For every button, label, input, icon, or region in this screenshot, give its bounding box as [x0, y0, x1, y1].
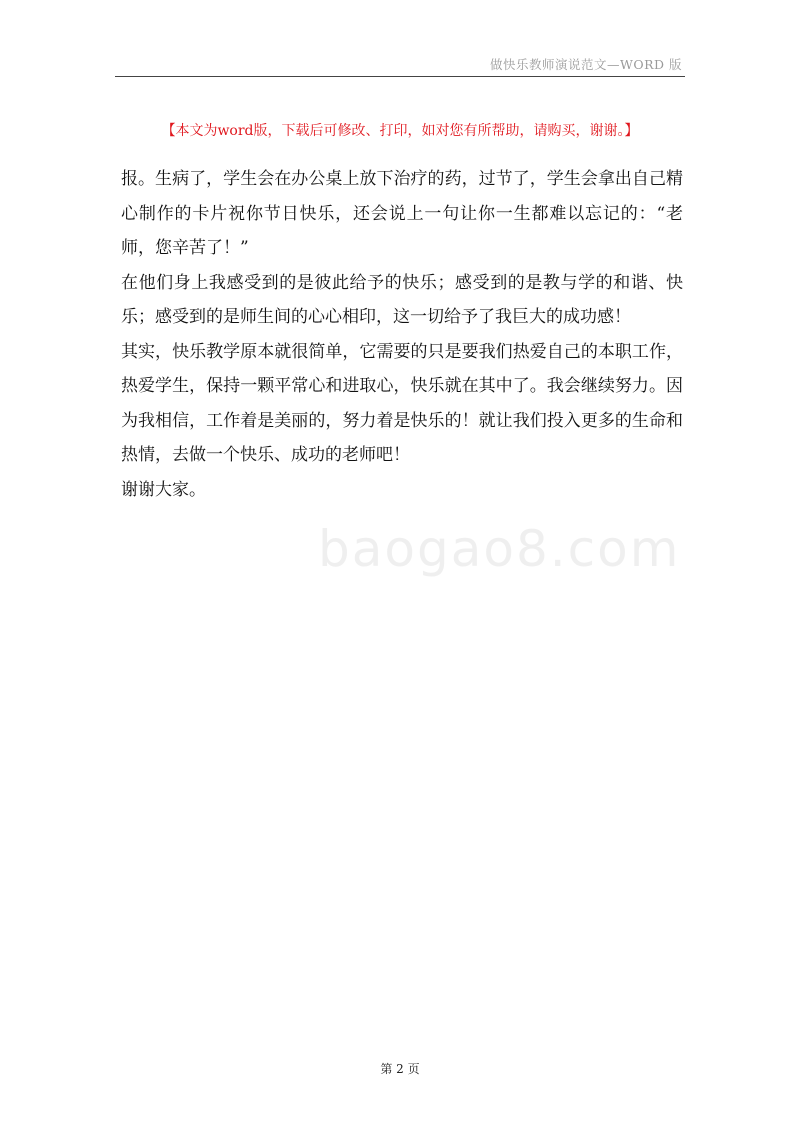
document-body: [121, 162, 683, 507]
header-title: 做快乐教师演说范文—WORD 版: [489, 57, 682, 72]
paragraph: 谢谢大家。: [121, 479, 206, 500]
watermark: baogao8.com: [318, 520, 681, 578]
paragraph: 报。生病了，学生会在办公桌上放下治疗的药，过节了，学生会拿出自己精心制作的卡片祝你节日快乐，还会说上一句让你一生都难以忘记的：“老师，您辛苦了！”: [121, 169, 683, 258]
purchase-notice: 【本文为word版，下载后可修改、打印，如对您有所帮助，请购买，谢谢。】: [161, 123, 639, 139]
paragraph: 在他们身上我感受到的是彼此给予的快乐；感受到的是教与学的和谐、快乐；感受到的是师生间的心心相印，这一切给予了我巨大的成功感！: [121, 272, 683, 327]
page-number: 第 2 页: [380, 1062, 420, 1076]
header-divider: [115, 76, 685, 77]
paragraph: 其实，快乐教学原本就很简单，它需要的只是要我们热爱自己的本职工作，热爱学生，保持一颗平常心和进取心，快乐就在其中了。我会继续努力。因为我相信，工作着是美丽的，努力着是快乐的！就让我们投入更多的生命和热情，去做一个快乐、成功的老师吧！: [121, 341, 683, 465]
